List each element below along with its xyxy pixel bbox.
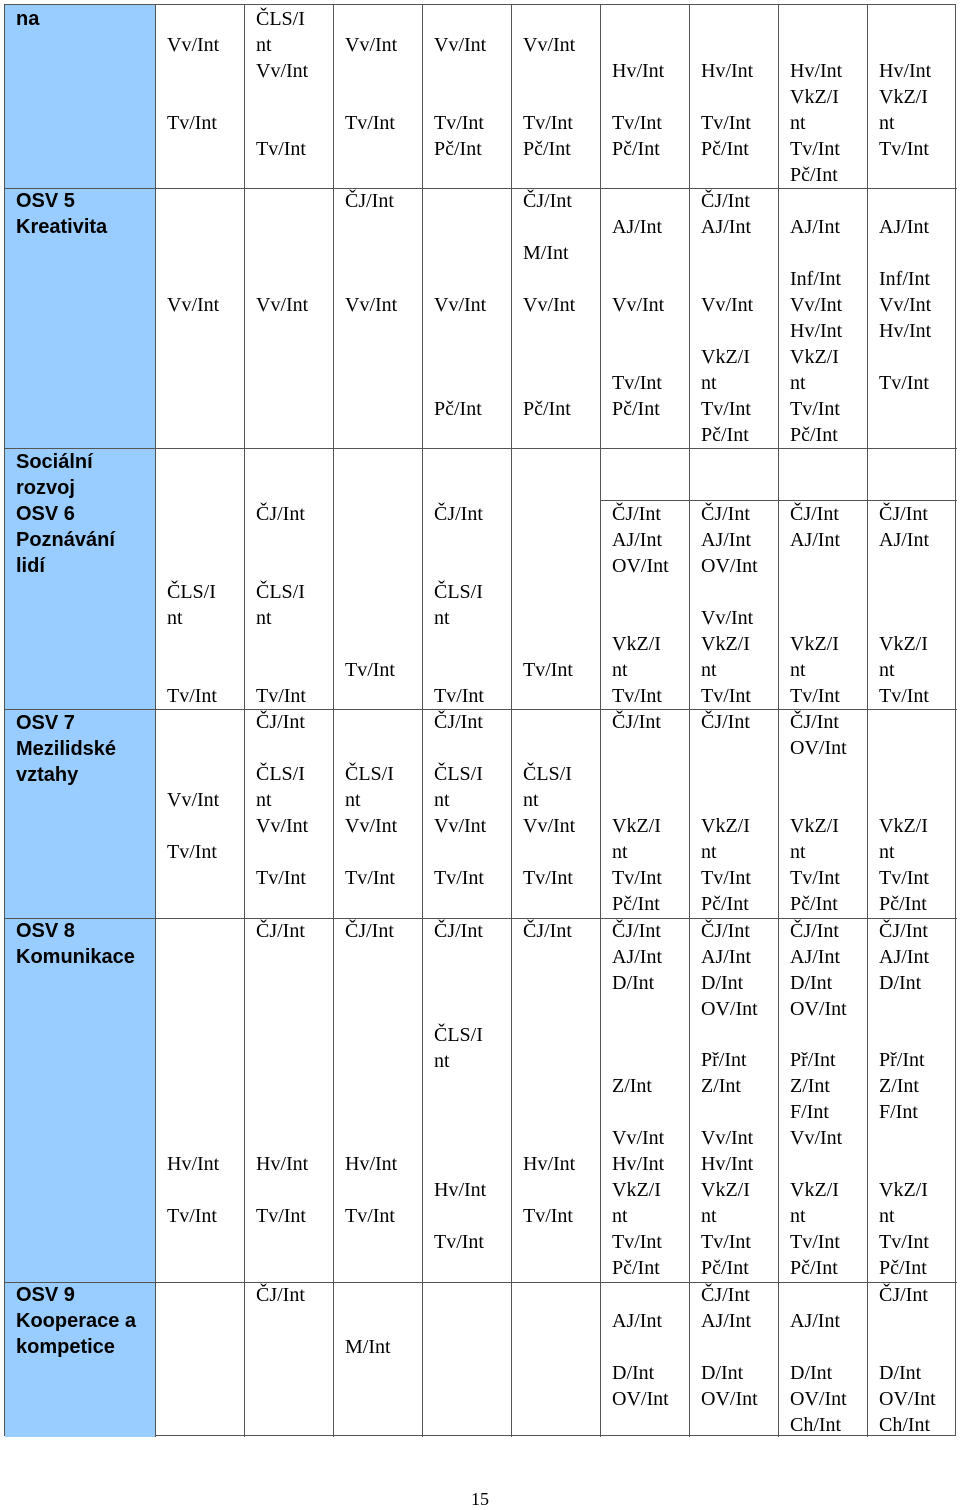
cell-entry: ČJ/Int xyxy=(345,920,394,942)
cell-entry: ČJ/Int xyxy=(434,711,483,733)
row-label: vztahy xyxy=(16,764,79,786)
cell-entry: Tv/Int xyxy=(790,398,840,420)
cell-entry: Pč/Int xyxy=(612,138,660,160)
column-divider xyxy=(511,5,512,1437)
cell-entry: VkZ/I xyxy=(879,633,928,655)
cell-entry: D/Int xyxy=(879,972,922,994)
cell-entry: OV/Int xyxy=(790,998,847,1020)
cell-entry: Tv/Int xyxy=(612,1231,662,1253)
cell-entry: Vv/Int xyxy=(345,34,398,56)
cell-entry: Vv/Int xyxy=(167,789,220,811)
cell-entry: Vv/Int xyxy=(701,294,754,316)
cell-entry: Tv/Int xyxy=(612,112,662,134)
column-divider xyxy=(778,5,779,1437)
cell-entry: Př/Int xyxy=(879,1049,925,1071)
cell-entry: Tv/Int xyxy=(434,1231,484,1253)
cell-entry: OV/Int xyxy=(701,998,758,1020)
cell-entry: Vv/Int xyxy=(434,34,487,56)
row-label: Kooperace a xyxy=(16,1310,137,1332)
cell-entry: ČLS/I xyxy=(434,581,483,603)
cell-entry: ČJ/Int xyxy=(701,711,750,733)
cell-entry: nt xyxy=(167,607,183,629)
cell-entry: M/Int xyxy=(345,1336,391,1358)
cell-entry: Tv/Int xyxy=(879,685,929,707)
cell-entry: Tv/Int xyxy=(523,1205,573,1227)
cell-entry: AJ/Int xyxy=(701,216,751,238)
row-label: kompetice xyxy=(16,1336,115,1358)
cell-entry: OV/Int xyxy=(701,1388,758,1410)
cell-entry: Tv/Int xyxy=(345,867,395,889)
cell-entry: ČJ/Int xyxy=(434,920,483,942)
cell-entry: Pč/Int xyxy=(879,1257,927,1279)
cell-entry: ČLS/I xyxy=(345,763,394,785)
cell-entry: Tv/Int xyxy=(612,867,662,889)
cell-entry: nt xyxy=(790,841,806,863)
cell-entry: ČJ/Int xyxy=(612,503,661,525)
cell-entry: nt xyxy=(701,841,717,863)
cell-entry: nt xyxy=(612,1205,628,1227)
cell-entry: Hv/Int xyxy=(523,1153,576,1175)
cell-entry: Z/Int xyxy=(612,1075,652,1097)
cell-entry: VkZ/I xyxy=(612,633,661,655)
cell-entry: VkZ/I xyxy=(790,346,839,368)
cell-entry: Vv/Int xyxy=(701,607,754,629)
cell-entry: Pč/Int xyxy=(523,398,571,420)
cell-entry: Vv/Int xyxy=(345,294,398,316)
cell-entry: nt xyxy=(434,607,450,629)
row-label: Sociální xyxy=(16,451,93,473)
cell-entry: nt xyxy=(790,372,806,394)
cell-entry: Pč/Int xyxy=(434,138,482,160)
cell-entry: Pč/Int xyxy=(790,1257,838,1279)
cell-entry: Pč/Int xyxy=(612,893,660,915)
cell-entry: VkZ/I xyxy=(790,815,839,837)
cell-entry: ČJ/Int xyxy=(790,503,839,525)
cell-entry: ČJ/Int xyxy=(523,920,572,942)
cell-entry: AJ/Int xyxy=(612,1310,662,1332)
cell-entry: Tv/Int xyxy=(523,112,573,134)
cell-entry: ČLS/I xyxy=(434,1024,483,1046)
cell-entry: Hv/Int xyxy=(434,1179,487,1201)
cell-entry: AJ/Int xyxy=(879,216,929,238)
cell-entry: ČJ/Int xyxy=(256,920,305,942)
cell-entry: Tv/Int xyxy=(345,1205,395,1227)
cell-entry: D/Int xyxy=(701,1362,744,1384)
cell-entry: Hv/Int xyxy=(790,60,843,82)
column-divider xyxy=(600,5,601,1437)
cell-entry: ČJ/Int xyxy=(790,920,839,942)
cell-entry: VkZ/I xyxy=(790,86,839,108)
cell-entry: nt xyxy=(790,112,806,134)
cell-entry: Vv/Int xyxy=(523,34,576,56)
cell-entry: ČLS/I xyxy=(167,581,216,603)
row-label: OSV 8 xyxy=(16,920,75,942)
row-label: OSV 5 xyxy=(16,190,75,212)
cell-entry: ČJ/Int xyxy=(701,920,750,942)
cell-entry: Tv/Int xyxy=(879,138,929,160)
cell-entry: Pč/Int xyxy=(701,424,749,446)
cell-entry: D/Int xyxy=(612,1362,655,1384)
cell-entry: VkZ/I xyxy=(701,1179,750,1201)
cell-entry: Vv/Int xyxy=(256,815,309,837)
cell-entry: Tv/Int xyxy=(790,685,840,707)
cell-entry: Tv/Int xyxy=(434,867,484,889)
cell-entry: Vv/Int xyxy=(612,1127,665,1149)
column-divider xyxy=(244,5,245,1437)
cell-entry: Pč/Int xyxy=(879,893,927,915)
cell-entry: AJ/Int xyxy=(701,946,751,968)
cell-entry: Př/Int xyxy=(790,1049,836,1071)
cell-entry: VkZ/I xyxy=(701,815,750,837)
cell-entry: Tv/Int xyxy=(879,372,929,394)
cell-entry: Z/Int xyxy=(701,1075,741,1097)
cell-entry: Tv/Int xyxy=(256,685,306,707)
cell-entry: Pč/Int xyxy=(434,398,482,420)
cell-entry: nt xyxy=(256,34,272,56)
cell-entry: VkZ/I xyxy=(612,1179,661,1201)
cell-entry: ČJ/Int xyxy=(523,190,572,212)
cell-entry: ČLS/I xyxy=(523,763,572,785)
cell-entry: nt xyxy=(701,372,717,394)
cell-entry: Hv/Int xyxy=(790,320,843,342)
cell-entry: Tv/Int xyxy=(167,841,217,863)
cell-entry: ČJ/Int xyxy=(879,503,928,525)
cell-entry: Pč/Int xyxy=(612,398,660,420)
cell-entry: ČJ/Int xyxy=(701,503,750,525)
cell-entry: ČLS/I xyxy=(256,581,305,603)
cell-entry: ČJ/Int xyxy=(879,920,928,942)
row-label: na xyxy=(16,8,40,30)
row-divider xyxy=(5,448,957,449)
cell-entry: Hv/Int xyxy=(612,60,665,82)
cell-entry: Tv/Int xyxy=(523,867,573,889)
cell-entry: nt xyxy=(701,659,717,681)
cell-entry: ČJ/Int xyxy=(790,711,839,733)
cell-entry: nt xyxy=(345,789,361,811)
cell-entry: Vv/Int xyxy=(523,815,576,837)
cell-entry: Vv/Int xyxy=(790,294,843,316)
cell-entry: nt xyxy=(879,841,895,863)
cell-entry: M/Int xyxy=(523,242,569,264)
cell-entry: Vv/Int xyxy=(701,1127,754,1149)
cell-entry: ČJ/Int xyxy=(345,190,394,212)
cell-entry: Tv/Int xyxy=(434,685,484,707)
cell-entry: nt xyxy=(790,659,806,681)
cell-entry: Vv/Int xyxy=(790,1127,843,1149)
cell-entry: F/Int xyxy=(879,1101,918,1123)
cell-entry: Pč/Int xyxy=(790,424,838,446)
cell-entry: nt xyxy=(790,1205,806,1227)
cell-entry: AJ/Int xyxy=(790,529,840,551)
row-label: OSV 7 xyxy=(16,712,75,734)
cell-entry: Vv/Int xyxy=(345,815,398,837)
row-label: OSV 6 xyxy=(16,503,75,525)
cell-entry: Vv/Int xyxy=(523,294,576,316)
cell-entry: VkZ/I xyxy=(612,815,661,837)
cell-entry: ČJ/Int xyxy=(256,1284,305,1306)
cell-entry: Hv/Int xyxy=(701,60,754,82)
cell-entry: AJ/Int xyxy=(701,529,751,551)
cell-entry: Vv/Int xyxy=(434,294,487,316)
cell-entry: nt xyxy=(879,659,895,681)
cell-entry: ČJ/Int xyxy=(612,920,661,942)
cell-entry: Hv/Int xyxy=(701,1153,754,1175)
cell-entry: Hv/Int xyxy=(879,320,932,342)
cell-entry: Tv/Int xyxy=(256,867,306,889)
cell-entry: Tv/Int xyxy=(167,685,217,707)
cell-entry: AJ/Int xyxy=(790,1310,840,1332)
column-divider xyxy=(689,5,690,1437)
cell-entry: Tv/Int xyxy=(345,112,395,134)
cell-entry: Ch/Int xyxy=(879,1414,931,1436)
column-divider xyxy=(333,5,334,1437)
cell-entry: Pč/Int xyxy=(790,893,838,915)
cell-entry: AJ/Int xyxy=(612,529,662,551)
cell-entry: Hv/Int xyxy=(167,1153,220,1175)
cell-entry: Pč/Int xyxy=(701,138,749,160)
cell-entry: Tv/Int xyxy=(256,1205,306,1227)
cell-entry: Tv/Int xyxy=(790,1231,840,1253)
cell-entry: Tv/Int xyxy=(701,112,751,134)
cell-entry: Př/Int xyxy=(701,1049,747,1071)
cell-entry: D/Int xyxy=(790,1362,833,1384)
cell-entry: nt xyxy=(434,1050,450,1072)
cell-entry: ČJ/Int xyxy=(879,1284,928,1306)
cell-entry: Vv/Int xyxy=(167,34,220,56)
cell-entry: nt xyxy=(434,789,450,811)
cell-entry: AJ/Int xyxy=(612,216,662,238)
cell-entry: Vv/Int xyxy=(167,294,220,316)
cell-entry: Tv/Int xyxy=(701,867,751,889)
cell-entry: AJ/Int xyxy=(612,946,662,968)
cell-entry: AJ/Int xyxy=(701,1310,751,1332)
column-divider xyxy=(422,5,423,1437)
cell-entry: Ch/Int xyxy=(790,1414,842,1436)
cell-entry: VkZ/I xyxy=(701,346,750,368)
cell-entry: VkZ/I xyxy=(879,86,928,108)
cell-entry: Tv/Int xyxy=(523,659,573,681)
cell-entry: Tv/Int xyxy=(701,398,751,420)
cell-entry: Pč/Int xyxy=(701,1257,749,1279)
cell-entry: Pč/Int xyxy=(790,164,838,186)
row-label: Komunikace xyxy=(16,946,135,968)
row-label: Mezilidské xyxy=(16,738,117,760)
cell-entry: OV/Int xyxy=(612,1388,669,1410)
cell-entry: VkZ/I xyxy=(701,633,750,655)
cell-entry: Tv/Int xyxy=(790,138,840,160)
cell-entry: Vv/Int xyxy=(879,294,932,316)
cell-entry: Tv/Int xyxy=(612,685,662,707)
cell-entry: OV/Int xyxy=(879,1388,936,1410)
cell-entry: Pč/Int xyxy=(612,1257,660,1279)
cell-entry: Pč/Int xyxy=(701,893,749,915)
cell-entry: OV/Int xyxy=(612,555,669,577)
cell-entry: AJ/Int xyxy=(879,946,929,968)
cell-entry: Vv/Int xyxy=(256,60,309,82)
cell-entry: D/Int xyxy=(790,972,833,994)
cell-entry: Tv/Int xyxy=(167,1205,217,1227)
cell-entry: AJ/Int xyxy=(790,946,840,968)
cell-entry: D/Int xyxy=(612,972,655,994)
cell-entry: Tv/Int xyxy=(790,867,840,889)
cell-entry: Tv/Int xyxy=(612,372,662,394)
row-label: rozvoj xyxy=(16,477,75,499)
cell-entry: ČJ/Int xyxy=(701,1284,750,1306)
cell-entry: nt xyxy=(879,1205,895,1227)
cell-entry: VkZ/I xyxy=(790,633,839,655)
cell-entry: ČJ/Int xyxy=(612,711,661,733)
row-label: Poznávání xyxy=(16,529,115,551)
row-divider xyxy=(5,188,957,189)
cell-entry: nt xyxy=(612,841,628,863)
cell-entry: nt xyxy=(879,112,895,134)
cell-entry: Hv/Int xyxy=(256,1153,309,1175)
cell-entry: Hv/Int xyxy=(879,60,932,82)
cell-entry: nt xyxy=(523,789,539,811)
cell-entry: Tv/Int xyxy=(345,659,395,681)
row-label: lidí xyxy=(16,555,45,577)
cell-entry: Tv/Int xyxy=(879,1231,929,1253)
cell-entry: Tv/Int xyxy=(167,112,217,134)
page-number: 15 xyxy=(471,1489,489,1509)
cell-entry: Hv/Int xyxy=(612,1153,665,1175)
row-divider xyxy=(5,1282,957,1283)
cell-entry: ČJ/Int xyxy=(256,711,305,733)
cell-entry: Tv/Int xyxy=(879,867,929,889)
cell-entry: Inf/Int xyxy=(879,268,931,290)
cell-entry: VkZ/I xyxy=(790,1179,839,1201)
cell-entry: Z/Int xyxy=(790,1075,830,1097)
cell-entry: ČLS/I xyxy=(434,763,483,785)
cell-entry: Hv/Int xyxy=(345,1153,398,1175)
cell-entry: Vv/Int xyxy=(256,294,309,316)
cell-entry: VkZ/I xyxy=(879,815,928,837)
cell-entry: nt xyxy=(256,789,272,811)
cell-entry: VkZ/I xyxy=(879,1179,928,1201)
cell-entry: Pč/Int xyxy=(523,138,571,160)
cell-entry: OV/Int xyxy=(790,1388,847,1410)
cell-entry: Z/Int xyxy=(879,1075,919,1097)
cell-entry: ČLS/I xyxy=(256,763,305,785)
cell-entry: ČJ/Int xyxy=(256,503,305,525)
cell-entry: nt xyxy=(701,1205,717,1227)
cell-entry: Vv/Int xyxy=(612,294,665,316)
cell-entry: F/Int xyxy=(790,1101,829,1123)
cell-entry: Tv/Int xyxy=(256,138,306,160)
cell-entry: OV/Int xyxy=(790,737,847,759)
cell-entry: nt xyxy=(612,659,628,681)
cell-entry: D/Int xyxy=(701,972,744,994)
cell-entry: nt xyxy=(256,607,272,629)
cell-entry: Tv/Int xyxy=(701,1231,751,1253)
cell-entry: Tv/Int xyxy=(434,112,484,134)
cell-entry: ČJ/Int xyxy=(434,503,483,525)
cell-entry: Vv/Int xyxy=(434,815,487,837)
row-label: Kreativita xyxy=(16,216,108,238)
row-label: OSV 9 xyxy=(16,1284,75,1306)
column-divider xyxy=(867,5,868,1437)
cell-entry: Tv/Int xyxy=(701,685,751,707)
cell-entry: AJ/Int xyxy=(879,529,929,551)
cell-entry: OV/Int xyxy=(701,555,758,577)
cell-entry: ČLS/I xyxy=(256,8,305,30)
cell-entry: D/Int xyxy=(879,1362,922,1384)
cell-entry: AJ/Int xyxy=(790,216,840,238)
cell-entry: Inf/Int xyxy=(790,268,842,290)
cell-entry: ČJ/Int xyxy=(701,190,750,212)
column-divider xyxy=(155,5,156,1437)
